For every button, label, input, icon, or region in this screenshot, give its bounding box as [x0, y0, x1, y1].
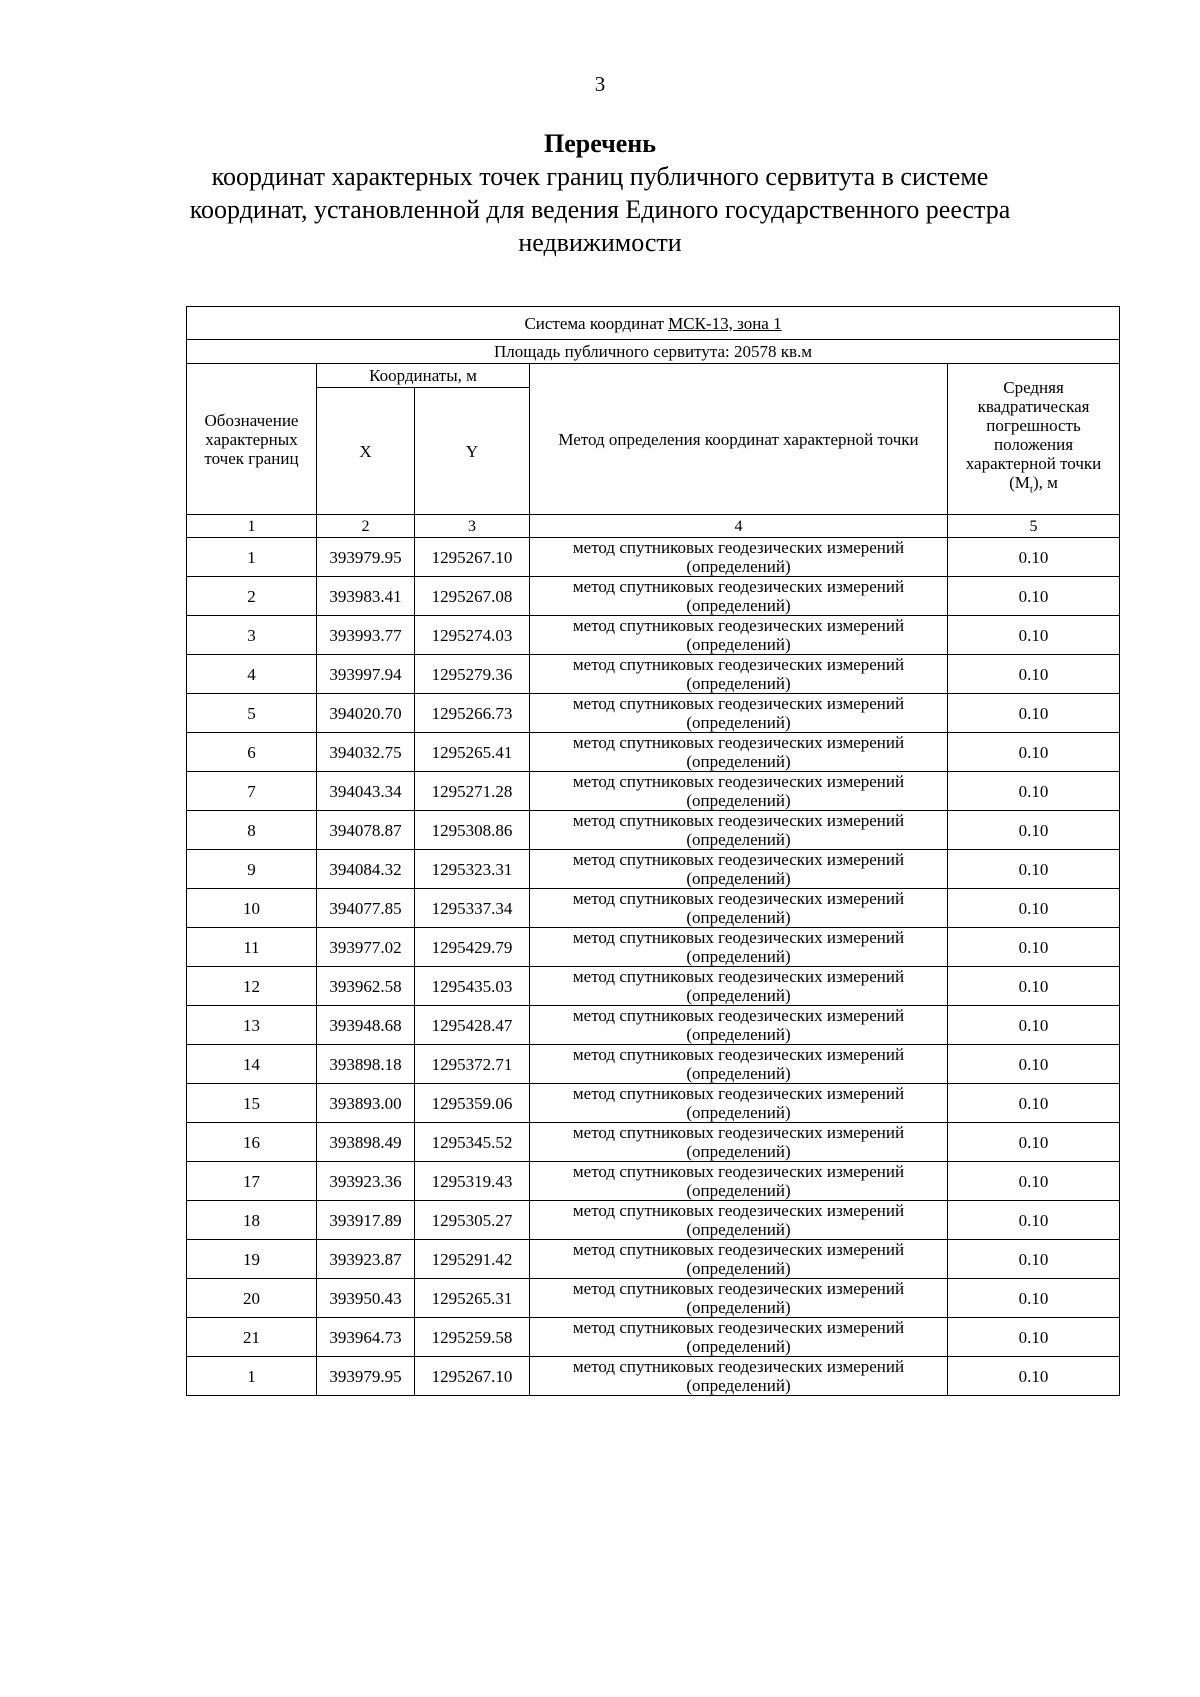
- method: метод спутниковых геодезических измерений (определений): [530, 1123, 948, 1162]
- method: метод спутниковых геодезических измерений (определений): [530, 772, 948, 811]
- error-value: 0.10: [948, 1084, 1120, 1123]
- coordinate-y: 1295274.03: [415, 616, 530, 655]
- coordinate-y: 1295271.28: [415, 772, 530, 811]
- method: метод спутниковых геодезических измерений (определений): [530, 1162, 948, 1201]
- point-number: 7: [187, 772, 317, 811]
- error-value: 0.10: [948, 1201, 1120, 1240]
- method: метод спутниковых геодезических измерений (определений): [530, 694, 948, 733]
- coordinate-x: 393977.02: [317, 928, 415, 967]
- coordinate-x: 393964.73: [317, 1318, 415, 1357]
- error-value: 0.10: [948, 1279, 1120, 1318]
- column-number-1: 1: [187, 515, 317, 538]
- table-row: [187, 850, 1120, 889]
- area-cell: Площадь публичного сервитута: 20578 кв.м: [187, 340, 1120, 364]
- coordinate-y: 1295291.42: [415, 1240, 530, 1279]
- method: метод спутниковых геодезических измерений (определений): [530, 1240, 948, 1279]
- coordinate-x: 394043.34: [317, 772, 415, 811]
- column-number-4: 4: [530, 515, 948, 538]
- method: метод спутниковых геодезических измерений (определений): [530, 850, 948, 889]
- point-number: 9: [187, 850, 317, 889]
- coordinate-y: 1295267.10: [415, 1357, 530, 1396]
- coordinate-y: 1295265.31: [415, 1279, 530, 1318]
- point-number: 8: [187, 811, 317, 850]
- coordinate-x: 393997.94: [317, 655, 415, 694]
- column-number-5: 5: [948, 515, 1120, 538]
- error-value: 0.10: [948, 850, 1120, 889]
- coordinate-y: 1295435.03: [415, 967, 530, 1006]
- point-number: 19: [187, 1240, 317, 1279]
- table-row: [187, 889, 1120, 928]
- coordinate-y: 1295305.27: [415, 1201, 530, 1240]
- method: метод спутниковых геодезических измерений (определений): [530, 967, 948, 1006]
- table-row: [187, 694, 1120, 733]
- point-number: 11: [187, 928, 317, 967]
- point-number: 1: [187, 538, 317, 577]
- coordinate-x: 393898.49: [317, 1123, 415, 1162]
- header-point-label: Обозначение характерных точек границ: [187, 364, 317, 515]
- point-number: 10: [187, 889, 317, 928]
- header-coordinates: Координаты, м: [317, 364, 530, 388]
- point-number: 20: [187, 1279, 317, 1318]
- coordinate-x: 393923.87: [317, 1240, 415, 1279]
- method: метод спутниковых геодезических измерений (определений): [530, 616, 948, 655]
- point-number: 17: [187, 1162, 317, 1201]
- coordinate-y: 1295267.10: [415, 538, 530, 577]
- coordinate-y: 1295359.06: [415, 1084, 530, 1123]
- document-subtitle: координат характерных точек границ публичного сервитута в системе координат, установленной для ведения Единого государственного реестра недвижимости: [189, 162, 1011, 257]
- coordinate-y: 1295308.86: [415, 811, 530, 850]
- coordinate-system-cell: [187, 307, 1120, 340]
- coordinate-x: 393950.43: [317, 1279, 415, 1318]
- error-value: 0.10: [948, 538, 1120, 577]
- table-row: [187, 1318, 1120, 1357]
- error-value: 0.10: [948, 733, 1120, 772]
- table-row: [187, 967, 1120, 1006]
- point-number: 4: [187, 655, 317, 694]
- table-row: [187, 1357, 1120, 1396]
- method: метод спутниковых геодезических измерений (определений): [530, 1201, 948, 1240]
- error-value: 0.10: [948, 694, 1120, 733]
- method: метод спутниковых геодезических измерений (определений): [530, 655, 948, 694]
- coordinate-x: 393979.95: [317, 1357, 415, 1396]
- error-value: 0.10: [948, 1123, 1120, 1162]
- coordinate-y: 1295323.31: [415, 850, 530, 889]
- document-title: Перечень: [543, 129, 657, 158]
- error-value: 0.10: [948, 577, 1120, 616]
- coordinate-x: 394032.75: [317, 733, 415, 772]
- point-number: 14: [187, 1045, 317, 1084]
- coordinate-y: 1295319.43: [415, 1162, 530, 1201]
- coordinate-x: 393948.68: [317, 1006, 415, 1045]
- method: метод спутниковых геодезических измерений (определений): [530, 1357, 948, 1396]
- table-row: [187, 1006, 1120, 1045]
- point-number: 15: [187, 1084, 317, 1123]
- point-number: 5: [187, 694, 317, 733]
- coordinate-x: 393979.95: [317, 538, 415, 577]
- error-value: 0.10: [948, 928, 1120, 967]
- coordinate-x: 393923.36: [317, 1162, 415, 1201]
- error-value: 0.10: [948, 967, 1120, 1006]
- method: метод спутниковых геодезических измерений (определений): [530, 1279, 948, 1318]
- error-value: 0.10: [948, 1045, 1120, 1084]
- table-row: [187, 811, 1120, 850]
- header-y: Y: [415, 388, 530, 515]
- coordinate-x: 393983.41: [317, 577, 415, 616]
- method: метод спутниковых геодезических измерений (определений): [530, 928, 948, 967]
- table-row: [187, 538, 1120, 577]
- point-number: 6: [187, 733, 317, 772]
- point-number: 21: [187, 1318, 317, 1357]
- point-number: 1: [187, 1357, 317, 1396]
- column-number-2: 2: [317, 515, 415, 538]
- table-row: [187, 1240, 1120, 1279]
- table-row: [187, 1084, 1120, 1123]
- table-row: [187, 655, 1120, 694]
- error-value: 0.10: [948, 1357, 1120, 1396]
- coordinate-system-value: МСК-13, зона 1: [668, 313, 782, 333]
- page-number: 3: [594, 72, 606, 96]
- header-error: Средняя квадратическая погрешность положения характерной точки $(M_t)$, м: [948, 364, 1120, 515]
- table-row: [187, 1123, 1120, 1162]
- table-row: [187, 1279, 1120, 1318]
- header-x: X: [317, 388, 415, 515]
- coordinate-y: 1295345.52: [415, 1123, 530, 1162]
- table-row: [187, 928, 1120, 967]
- table-row: [187, 733, 1120, 772]
- title-block: [150, 128, 1050, 259]
- method: метод спутниковых геодезических измерений (определений): [530, 577, 948, 616]
- coordinate-x: 393893.00: [317, 1084, 415, 1123]
- error-value: 0.10: [948, 772, 1120, 811]
- coordinate-x: 394084.32: [317, 850, 415, 889]
- coordinate-y: 1295265.41: [415, 733, 530, 772]
- coordinates-table: [186, 306, 1120, 1396]
- table-row: [187, 1162, 1120, 1201]
- coordinate-x: 393917.89: [317, 1201, 415, 1240]
- coordinate-x: 393898.18: [317, 1045, 415, 1084]
- error-value: 0.10: [948, 889, 1120, 928]
- coordinate-x: 393962.58: [317, 967, 415, 1006]
- method: метод спутниковых геодезических измерений (определений): [530, 1084, 948, 1123]
- coordinate-y: 1295267.08: [415, 577, 530, 616]
- error-value: 0.10: [948, 616, 1120, 655]
- error-value: 0.10: [948, 1006, 1120, 1045]
- error-value: 0.10: [948, 1162, 1120, 1201]
- coordinate-y: 1295429.79: [415, 928, 530, 967]
- point-number: 3: [187, 616, 317, 655]
- method: метод спутниковых геодезических измерений (определений): [530, 538, 948, 577]
- point-number: 13: [187, 1006, 317, 1045]
- point-number: 16: [187, 1123, 317, 1162]
- method: метод спутниковых геодезических измерений (определений): [530, 889, 948, 928]
- coordinate-y: 1295266.73: [415, 694, 530, 733]
- point-number: 12: [187, 967, 317, 1006]
- method: метод спутниковых геодезических измерений (определений): [530, 733, 948, 772]
- coordinate-y: 1295259.58: [415, 1318, 530, 1357]
- table-row: [187, 577, 1120, 616]
- point-number: 18: [187, 1201, 317, 1240]
- coordinate-system-label: Система координат: [524, 313, 669, 333]
- table-row: [187, 616, 1120, 655]
- error-value: 0.10: [948, 1240, 1120, 1279]
- table-row: [187, 1201, 1120, 1240]
- point-number: 2: [187, 577, 317, 616]
- error-value: 0.10: [948, 655, 1120, 694]
- coordinate-y: 1295428.47: [415, 1006, 530, 1045]
- coordinate-x: 394077.85: [317, 889, 415, 928]
- method: метод спутниковых геодезических измерений (определений): [530, 1045, 948, 1084]
- table-row: [187, 1045, 1120, 1084]
- coordinate-x: 394078.87: [317, 811, 415, 850]
- coordinate-x: 394020.70: [317, 694, 415, 733]
- coordinate-y: 1295337.34: [415, 889, 530, 928]
- column-number-3: 3: [415, 515, 530, 538]
- header-method: Метод определения координат характерной точки: [530, 364, 948, 515]
- error-value: 0.10: [948, 811, 1120, 850]
- coordinate-y: 1295279.36: [415, 655, 530, 694]
- table-row: [187, 772, 1120, 811]
- coordinate-y: 1295372.71: [415, 1045, 530, 1084]
- method: метод спутниковых геодезических измерений (определений): [530, 811, 948, 850]
- error-value: 0.10: [948, 1318, 1120, 1357]
- method: метод спутниковых геодезических измерений (определений): [530, 1006, 948, 1045]
- method: метод спутниковых геодезических измерений (определений): [530, 1318, 948, 1357]
- coordinate-x: 393993.77: [317, 616, 415, 655]
